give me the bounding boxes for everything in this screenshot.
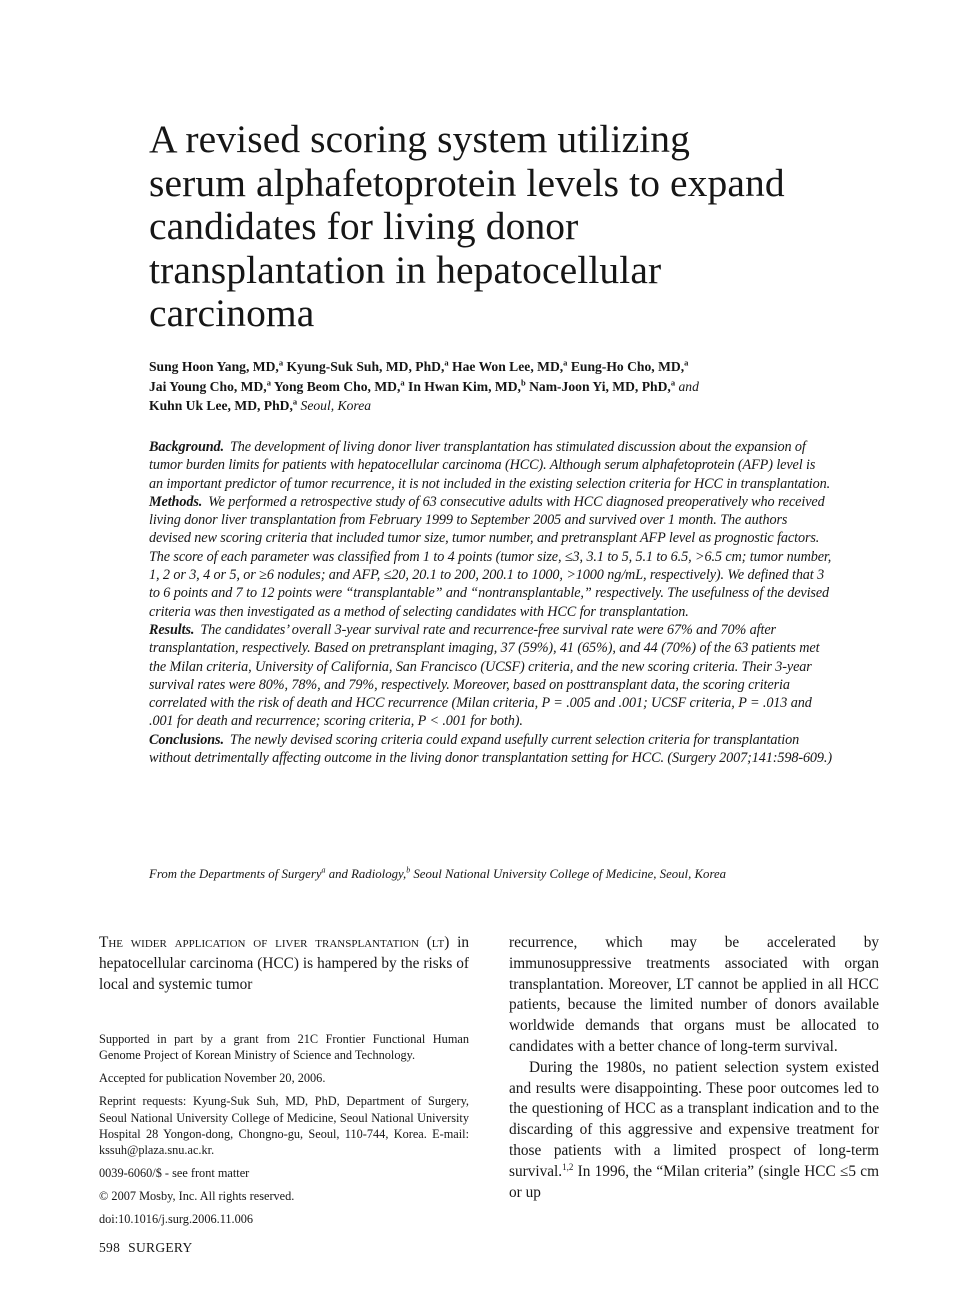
author-affiliation-mark: a xyxy=(684,357,689,368)
author: In Hwan Kim, MD, xyxy=(408,378,521,394)
author-location: Seoul, Korea xyxy=(300,398,372,413)
page-footer xyxy=(99,1240,193,1256)
affiliation-text: From the Departments of Surgery xyxy=(149,867,322,881)
abstract-heading: Methods. xyxy=(149,493,203,510)
affiliation-mark: b xyxy=(406,865,411,875)
abstract-text: The development of living donor liver transplantation has stimulated discussion about the expansion of tumor burden limits for patients with hepatocellular carcinoma (HCC). Although serum alphafetoprotein (AFP) level is an important predictor of tumor recurrence, it is not included in the existing selection criteria for HCC in transplantation. xyxy=(149,439,831,492)
body-text: in hepatocellular carcinoma (HCC) is hampered by the risks of local and systemic tumor xyxy=(99,934,469,993)
reprint-note: Reprint requests: Kyung-Suk Suh, MD, PhD, Department of Surgery, Seoul National University College of Medicine, Seoul National University Hospital 28 Yongon-dong, Chongno-gu, Seoul, 110-744, Korea. E-mail: kssuh@plaza.snu.ac.kr. xyxy=(99,1094,469,1158)
author: Kyung-Suk Suh, MD, PhD, xyxy=(286,359,445,374)
journal-name: SURGERY xyxy=(128,1240,193,1255)
author: Hae Won Lee, MD, xyxy=(452,359,564,374)
abstract-text: The newly devised scoring criteria could expand usefully current selection criteria for transplantation without detrimentally affecting outcome in the living donor transplantation setting for HCC. (Surgery 2007;141:598-609.) xyxy=(149,731,832,767)
affiliation-text: Seoul National University College of Medicine, Seoul, Korea xyxy=(410,867,727,881)
citation-ref: 1,2 xyxy=(562,1161,574,1172)
author: Yong Beom Cho, MD, xyxy=(273,378,401,394)
abstract-background xyxy=(149,438,832,493)
body-text: During the 1980s, no patient selection system existed and results were disappointing. These poor outcomes led to the questioning of HCC as a transplant indication and to the discarding of this aggressive and expensive treatment for those patients with a limited prospect of long-term survival. xyxy=(509,1058,879,1180)
lead-in-smallcaps: The wider application of liver transplantation xyxy=(99,934,419,951)
body-paragraph xyxy=(99,933,469,995)
abstract-heading: Conclusions. xyxy=(149,731,224,748)
copyright-note: © 2007 Mosby, Inc. All rights reserved. xyxy=(99,1189,295,1204)
author: Jai Young Cho, MD, xyxy=(149,378,267,394)
abstract-conclusions xyxy=(149,731,832,768)
issn-note: 0039-6060/$ - see front matter xyxy=(99,1166,250,1181)
affiliation-mark: a xyxy=(321,865,326,875)
abstract-heading: Background. xyxy=(149,439,224,455)
author-list xyxy=(149,357,849,416)
author-affiliation-mark: a xyxy=(670,376,676,387)
abstract-text: The candidates’ overall 3-year survival rate and recurrence-free survival rate were 67% and 70% after transplantation, respectively. Based on pretransplant imaging, 37 (59%), 41 (65%), and 44 (70%) of the 63 patients met the Milan criteria, University of California, San Francisco (UCSF) criteria, and the new scoring criteria. Their 3-year survival rates were 80%, 78%, and 79%, respectively. Moreover, based on posttransplant data, the scoring criteria correlated with the risk of death and HCC recurrence (Milan criteria, P = .005 and .001; UCSF criteria, P = .013 and .001 for death and recurrence; scoring criteria, P < .001 for both). xyxy=(149,621,820,730)
author-affiliation-mark: b xyxy=(520,376,526,387)
abstract-heading: Results. xyxy=(149,621,195,638)
funding-note: Supported in part by a grant from 21C Frontier Functional Human Genome Project of Korean Ministry of Science and Technology. xyxy=(99,1032,469,1063)
author-affiliation-mark: a xyxy=(292,396,298,407)
doi-note: doi:10.1016/j.surg.2006.11.006 xyxy=(99,1212,254,1227)
author: Sung Hoon Yang, MD, xyxy=(149,359,279,374)
body-paragraph xyxy=(509,1058,879,1204)
abstract xyxy=(149,438,832,767)
author-affiliation-mark: a xyxy=(444,357,449,368)
author-affiliation-mark: a xyxy=(400,376,405,387)
body-text: In 1996, the “Milan criteria” (single HCC ≤5 cm or up xyxy=(509,1162,879,1201)
abstract-text: We performed a retrospective study of 63 consecutive adults with HCC diagnosed preoperatively who received living donor liver transplantation from February 1999 to September 2005 and survived over 1 month. The authors devised new scoring criteria that included tumor size, tumor number, and pretransplant AFP level as prognostic factors. The score of each parameter was classified from 1 to 4 points (tumor size, ≤3, 3.1 to 5, 5.1 to 6.5, >6.5 cm; tumor number, 1, 2 or 3, 4 or 5, or ≥6 nodules; and AFP, ≤20, 20.1 to 200, 200.1 to 1000, >1000 ng/mL, respectively). We defined that 3 to 6 points and 7 to 12 points were “transplantable” and “nontransplantable,” respectively. The usefulness of the devised criteria was then investigated as a method of selecting candidates with HCC for transplantation. xyxy=(149,493,832,620)
body-column-left xyxy=(99,933,469,995)
author-affiliation-mark: a xyxy=(278,357,284,368)
author: Kuhn Uk Lee, MD, PhD, xyxy=(149,398,293,413)
front-matter-notes xyxy=(99,1031,469,1234)
author: Eung-Ho Cho, MD, xyxy=(570,359,685,374)
lead-in-abbrev: (lt) xyxy=(426,934,450,951)
author-affiliation-mark: a xyxy=(266,376,271,387)
affiliation-line xyxy=(149,865,849,883)
abstract-results xyxy=(149,621,832,731)
author: Nam-Joon Yi, MD, PhD, xyxy=(529,378,671,394)
author-conjunction: and xyxy=(678,378,699,394)
abstract-methods xyxy=(149,493,832,621)
page-number: 598 xyxy=(99,1240,121,1255)
body-column-right xyxy=(509,933,879,1203)
affiliation-text: and Radiology, xyxy=(325,867,407,881)
body-paragraph: recurrence, which may be accelerated by immunosuppressive treatments associated with organ transplantation. Moreover, LT cannot be applied in all HCC patients, because the limited number of donors available worldwide demands that organs must be allocated to candidates with a better chance of long-term survival. xyxy=(509,934,879,1055)
article-title: A revised scoring system utilizing serum alphafetoprotein levels to expand candidates for living donor transplantation in hepatocellular carcinoma xyxy=(149,117,785,335)
author-affiliation-mark: a xyxy=(563,357,568,368)
accepted-note: Accepted for publication November 20, 2006. xyxy=(99,1071,326,1086)
